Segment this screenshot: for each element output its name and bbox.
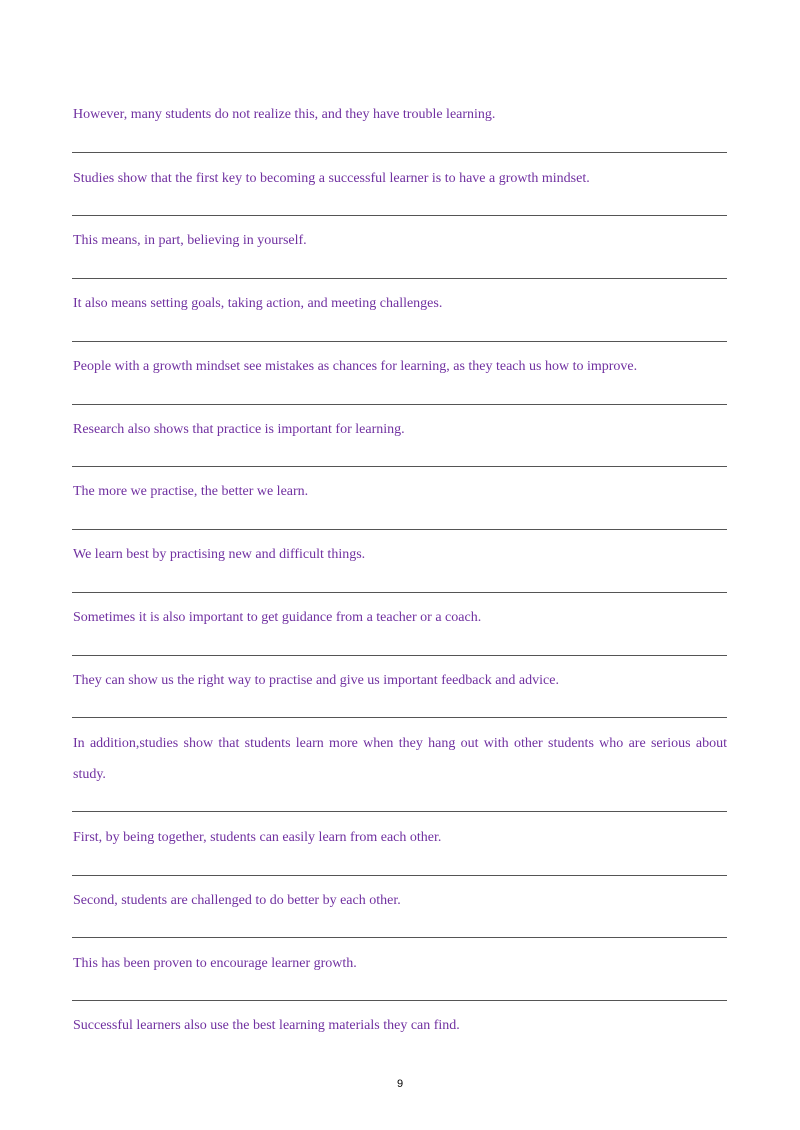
answer-line-3 bbox=[72, 278, 727, 279]
sentence-5: People with a growth mindset see mistakes as chances for learning, as they teach us how to improve. bbox=[73, 359, 638, 374]
answer-line-8 bbox=[72, 592, 727, 593]
answer-line-2 bbox=[72, 215, 727, 216]
answer-line-1 bbox=[72, 152, 727, 153]
sentence-2: Studies show that the first key to becoming a successful learner is to have a growth mindset. bbox=[73, 171, 590, 186]
sentence-15: Successful learners also use the best learning materials they can find. bbox=[73, 1018, 460, 1033]
sentence-12: First, by being together, students can easily learn from each other. bbox=[73, 830, 442, 845]
answer-line-4 bbox=[72, 341, 727, 342]
answer-line-10 bbox=[72, 717, 727, 718]
sentence-1: However, many students do not realize this, and they have trouble learning. bbox=[73, 107, 496, 122]
sentence-14: This has been proven to encourage learner growth. bbox=[73, 956, 357, 971]
answer-line-5 bbox=[72, 404, 727, 405]
answer-line-14 bbox=[72, 1000, 727, 1001]
sentence-6: Research also shows that practice is important for learning. bbox=[73, 422, 405, 437]
answer-line-12 bbox=[72, 875, 727, 876]
sentence-13: Second, students are challenged to do better by each other. bbox=[73, 893, 401, 908]
answer-line-7 bbox=[72, 529, 727, 530]
sentence-7: The more we practise, the better we learn. bbox=[73, 484, 309, 499]
sentence-11: In addition,studies show that students learn more when they hang out with other students who are serious about study. bbox=[73, 736, 727, 782]
answer-line-6 bbox=[72, 466, 727, 467]
answer-line-9 bbox=[72, 655, 727, 656]
page-number: 9 bbox=[396, 1078, 404, 1090]
answer-line-11 bbox=[72, 811, 727, 812]
sentence-3: This means, in part, believing in yourself. bbox=[73, 233, 307, 248]
sentence-8: We learn best by practising new and difficult things. bbox=[73, 547, 366, 562]
sentence-4: It also means setting goals, taking action, and meeting challenges. bbox=[73, 296, 443, 311]
answer-line-13 bbox=[72, 937, 727, 938]
sentence-10: They can show us the right way to practise and give us important feedback and advice. bbox=[73, 673, 559, 688]
sentence-9: Sometimes it is also important to get guidance from a teacher or a coach. bbox=[73, 610, 482, 625]
